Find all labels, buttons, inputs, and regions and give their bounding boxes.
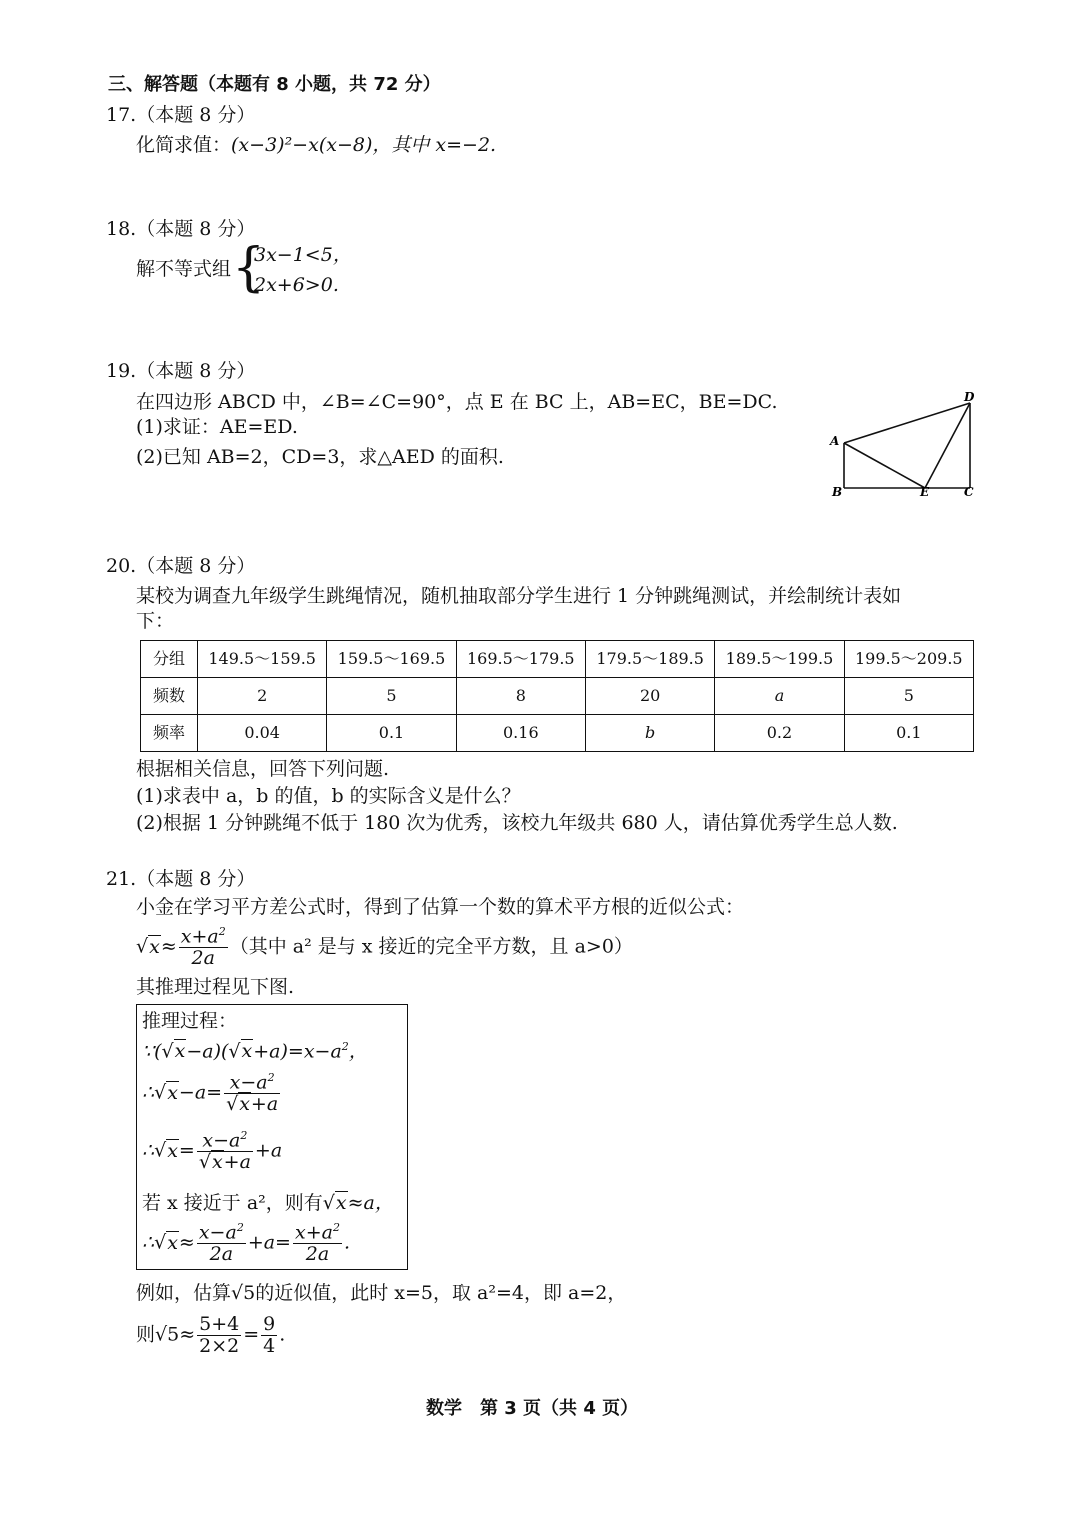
table-cell: 0.2: [715, 715, 844, 752]
derivation-step-4: 若 x 接近于 a²，则有√x≈a，: [142, 1192, 394, 1214]
section-header: 三、解答题（本题有 8 小题，共 72 分）: [108, 74, 441, 95]
q21-formula-note: （其中 a² 是与 x 接近的完全平方数，且 a>0）: [229, 935, 633, 958]
label-b: B: [832, 485, 843, 499]
table-cell: 2: [198, 678, 327, 715]
box-condition: 若 x 接近于 a²，则有: [142, 1192, 323, 1214]
q18-inequality-1: 3x−1<5，: [254, 244, 352, 266]
q19-part1: (1)求证：AE=ED.: [136, 416, 298, 438]
q18-inequality-2: 2x+6>0.: [254, 274, 339, 296]
table-cell: 20: [585, 678, 714, 715]
q21-example-1: 例如，估算√5的近似值，此时 x=5，取 a²=4，即 a=2，: [136, 1282, 627, 1304]
table-row-counts: [141, 678, 974, 715]
derivation-step-2: ∴√x−a= $\frac{x-a^2}{√x+a}$: [142, 1071, 279, 1116]
label-e: E: [920, 485, 930, 499]
derivation-step-5: ∴√x≈ $\frac{x-a^2}{2a}$ +a= $\frac{x+a^2}{2a}$ .: [142, 1221, 350, 1266]
table-cell: 0.16: [456, 715, 585, 752]
q20-after: 根据相关信息，回答下列问题.: [136, 758, 390, 780]
table-cell: 149.5～159.5: [198, 641, 327, 678]
derivation-step-3: ∴√x= $\frac{x-a^2}{√x+a}$ +a: [142, 1129, 283, 1174]
label-d: D: [964, 390, 975, 404]
label-a: A: [830, 434, 840, 448]
table-cell: 189.5～199.5: [715, 641, 844, 678]
q21-formula: √x≈ $\frac{x+a^2}{2a}$ （其中 a² 是与 x 接近的完全平方数，且 a>0）: [136, 925, 633, 970]
table-cell: 8: [456, 678, 585, 715]
example-denominator-2: 4: [263, 1334, 276, 1357]
table-cell: a: [715, 678, 844, 715]
row-header-group: 分组: [141, 641, 198, 678]
q20-part1: (1)求表中 a，b 的值，b 的实际含义是什么？: [136, 785, 521, 807]
q20-intro-1: 某校为调查九年级学生跳绳情况，随机抽取部分学生进行 1 分钟跳绳测试，并绘制统计表如: [136, 585, 902, 607]
q17-lead: 化简求值：: [136, 134, 232, 156]
table-cell: 5: [327, 678, 456, 715]
label-c: C: [964, 485, 974, 499]
quadrilateral-figure: [820, 388, 990, 503]
q20-number: 20.（本题 8 分）: [106, 555, 256, 577]
row-header-count: 频数: [141, 678, 198, 715]
table-row-freqs: [141, 715, 974, 752]
q19-number: 19.（本题 8 分）: [106, 360, 256, 382]
q20-intro-2: 下：: [136, 610, 175, 632]
q18-number: 18.（本题 8 分）: [106, 218, 256, 240]
q17-number: 17.（本题 8 分）: [106, 104, 256, 126]
example-numerator: 5+4: [199, 1313, 240, 1335]
segment-ae: [844, 443, 925, 488]
table-row-groups: [141, 641, 974, 678]
page-footer: 数学 第 3 页（共 4 页）: [426, 1398, 639, 1419]
table-cell: 199.5～209.5: [844, 641, 973, 678]
table-cell: 0.1: [327, 715, 456, 752]
q21-example-2: 则√5≈ $\frac{5+4}{2\times 2}$ = $\frac{9}{4}$ .: [136, 1313, 286, 1357]
system-brace: {: [232, 238, 266, 298]
table-cell: 179.5～189.5: [585, 641, 714, 678]
example-denominator: 2×2: [199, 1334, 240, 1357]
box-title: 推理过程：: [142, 1010, 238, 1032]
example-lead: 则√5≈: [136, 1323, 196, 1346]
q21-see-figure: 其推理过程见下图.: [136, 976, 295, 998]
table-cell: 0.1: [844, 715, 973, 752]
q19-statement: 在四边形 ABCD 中，∠B=∠C=90°，点 E 在 BC 上，AB=EC，BE=DC.: [136, 391, 778, 413]
example-numerator-2: 9: [263, 1313, 276, 1335]
table-cell: b: [585, 715, 714, 752]
q21-intro: 小金在学习平方差公式时，得到了估算一个数的算术平方根的近似公式：: [136, 896, 745, 918]
table-cell: 159.5～169.5: [327, 641, 456, 678]
q18-lead: 解不等式组: [136, 258, 232, 280]
q19-part2: (2)已知 AB=2，CD=3，求△AED 的面积.: [136, 446, 504, 468]
table-cell: 0.04: [198, 715, 327, 752]
q17-body: [136, 134, 496, 157]
q17-expression: (x−3)²−x(x−8)，其中 x=−2.: [231, 134, 497, 156]
q21-number: 21.（本题 8 分）: [106, 868, 256, 890]
frequency-table: [140, 640, 974, 752]
table-cell: 5: [844, 678, 973, 715]
derivation-step-1: $\because(√x-a)(√x+a)=x-a^2$，: [142, 1040, 368, 1063]
row-header-freq: 频率: [141, 715, 198, 752]
table-cell: 169.5～179.5: [456, 641, 585, 678]
q20-part2: (2)根据 1 分钟跳绳不低于 180 次为优秀，该校九年级共 680 人，请估算优秀学生总人数.: [136, 812, 898, 834]
